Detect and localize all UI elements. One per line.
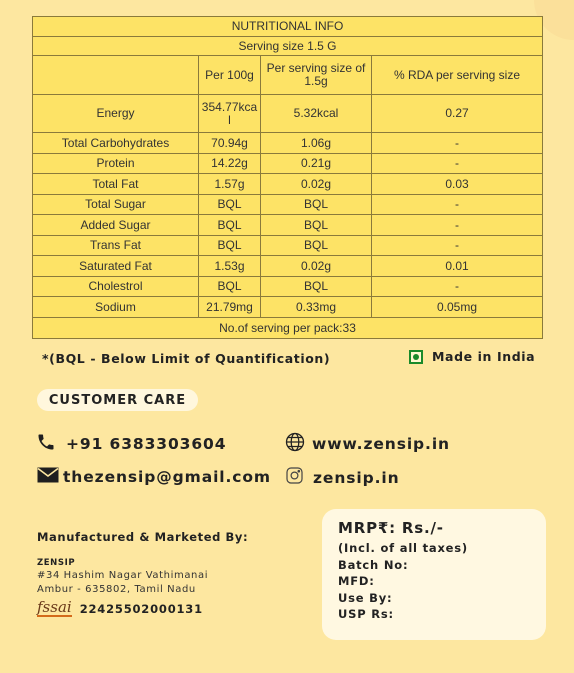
website-url[interactable]: www.zensip.in (312, 435, 450, 453)
header-per100: Per 100g (199, 56, 261, 95)
batch-number-label: Batch No: (338, 558, 409, 572)
nutrient-per100: BQL (199, 277, 261, 297)
nutrient-rda: 0.05mg (372, 297, 543, 318)
servings-per-pack: No.of serving per pack:33 (33, 318, 543, 339)
nutrient-per100: 1.57g (199, 174, 261, 195)
nutrient-per-serving: 0.33mg (261, 297, 372, 318)
nutrient-per100: 21.79mg (199, 297, 261, 318)
header-nutrient (33, 56, 199, 95)
nutrient-rda: - (372, 277, 543, 297)
instagram-handle[interactable]: zensip.in (313, 468, 400, 487)
table-title: NUTRITIONAL INFO (33, 17, 543, 37)
fssai-logo-icon: fssai (37, 598, 72, 616)
table-row (33, 277, 543, 297)
header-rda: % RDA per serving size (372, 56, 543, 95)
email-contact (37, 467, 271, 487)
nutrient-name: Total Carbohydrates (33, 133, 199, 154)
website-contact (285, 432, 450, 456)
mail-icon (37, 467, 59, 487)
nutrient-name: Total Fat (33, 174, 199, 195)
header-row (33, 56, 543, 95)
table-title-row (33, 17, 543, 37)
nutrient-name: Protein (33, 154, 199, 174)
phone-number[interactable]: +91 6383303604 (66, 435, 227, 453)
serving-size-row (33, 37, 543, 56)
nutrient-per100: BQL (199, 236, 261, 256)
mfd-label: MFD: (338, 574, 375, 588)
nutrient-name: Cholestrol (33, 277, 199, 297)
nutrient-per-serving: 5.32kcal (261, 95, 372, 133)
nutrient-per-serving: 1.06g (261, 133, 372, 154)
bql-note: *(BQL - Below Limit of Quantification) (42, 351, 331, 366)
table-row (33, 215, 543, 236)
globe-icon (285, 432, 305, 456)
nutrient-per100: BQL (199, 195, 261, 215)
nutrient-per-serving: 0.02g (261, 174, 372, 195)
servings-per-pack-row (33, 318, 543, 339)
nutrient-rda: 0.01 (372, 256, 543, 277)
nutrient-name: Saturated Fat (33, 256, 199, 277)
manufacturer-title: Manufactured & Marketed By: (37, 530, 249, 544)
manufacturer-address-line2: Ambur - 635802, Tamil Nadu (37, 584, 196, 595)
nutrition-table (32, 16, 543, 339)
nutrient-rda: - (372, 133, 543, 154)
nutrient-name: Trans Fat (33, 236, 199, 256)
serving-size: Serving size 1.5 G (33, 37, 543, 56)
nutrient-per-serving: 0.02g (261, 256, 372, 277)
table-row (33, 195, 543, 215)
nutrient-rda: 0.27 (372, 95, 543, 133)
fssai-number: 22425502000131 (79, 601, 203, 616)
phone-contact (36, 432, 226, 456)
manufacturer-name: ZENSIP (37, 558, 76, 568)
nutrient-rda: 0.03 (372, 174, 543, 195)
nutrient-name: Energy (33, 95, 199, 133)
mrp-label: MRP₹: Rs./- (338, 519, 444, 537)
nutrient-per-serving: BQL (261, 215, 372, 236)
phone-icon (36, 432, 56, 456)
table-row (33, 236, 543, 256)
nutrient-per-serving: BQL (261, 195, 372, 215)
made-in-india (409, 349, 535, 364)
instagram-icon (286, 467, 303, 488)
nutrient-per100: 14.22g (199, 154, 261, 174)
nutrient-name: Added Sugar (33, 215, 199, 236)
nutrient-rda: - (372, 236, 543, 256)
usp-label: USP Rs: (338, 607, 394, 621)
customer-care-badge: CUSTOMER CARE (37, 389, 198, 411)
table-row (33, 95, 543, 133)
table-row (33, 297, 543, 318)
nutrient-per-serving: 0.21g (261, 154, 372, 174)
nutrient-name: Total Sugar (33, 195, 199, 215)
table-row (33, 154, 543, 174)
nutrient-rda: - (372, 154, 543, 174)
nutrient-per-serving: BQL (261, 277, 372, 297)
nutrient-rda: - (372, 195, 543, 215)
nutrient-per100: 1.53g (199, 256, 261, 277)
email-address[interactable]: thezensip@gmail.com (63, 468, 271, 486)
made-in-india-text: Made in India (432, 349, 536, 364)
tax-note: (Incl. of all taxes) (338, 541, 468, 555)
manufacturer-address-line1: #34 Hashim Nagar Vathimanai (37, 570, 209, 581)
nutrient-per-serving: BQL (261, 236, 372, 256)
nutrient-per100: 70.94g (199, 133, 261, 154)
table-row (33, 174, 543, 195)
use-by-label: Use By: (338, 591, 393, 605)
nutrient-per100: 354.77kcal (199, 95, 261, 133)
fssai-license (37, 600, 203, 617)
header-per-serving: Per serving size of 1.5g (261, 56, 372, 95)
nutrient-per100: BQL (199, 215, 261, 236)
veg-symbol-icon (409, 350, 423, 364)
table-row (33, 133, 543, 154)
instagram-contact (286, 467, 400, 488)
nutrient-rda: - (372, 215, 543, 236)
table-row (33, 256, 543, 277)
nutrient-name: Sodium (33, 297, 199, 318)
price-info-box (322, 509, 546, 640)
